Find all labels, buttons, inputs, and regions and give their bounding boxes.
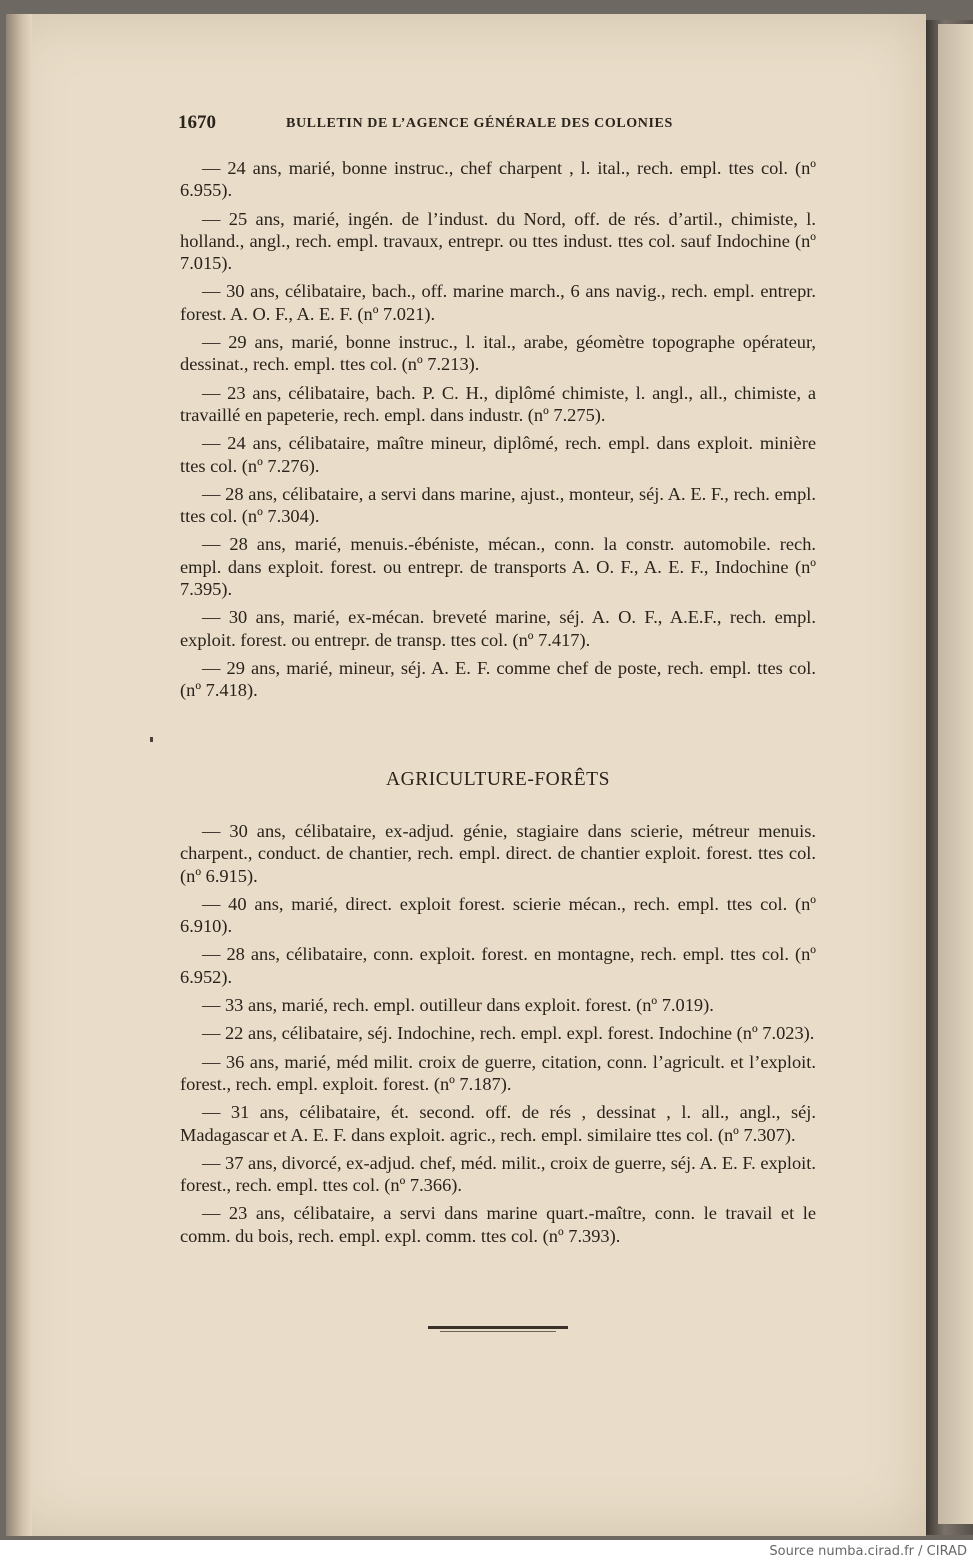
listing-entry: — 24 ans, célibataire, maître mineur, diplômé, rech. empl. dans exploit. minière ttes col. (nº 7.276).: [180, 433, 816, 476]
listing-entry: — 23 ans, célibataire, bach. P. C. H., diplômé chimiste, l. angl., all., chimiste, a travaillé en papeterie, rech. empl. dans industr. (nº 7.275).: [180, 382, 816, 425]
running-head: BULLETIN DE L’AGENCE GÉNÉRALE DES COLONIES: [286, 116, 673, 131]
listing-entry: — 29 ans, marié, mineur, séj. A. E. F. comme chef de poste, rech. empl. ttes col. (nº 7.418).: [180, 657, 816, 701]
listing-entry: — 28 ans, marié, menuis.-ébéniste, mécan., conn. la constr. automobile. rech. empl. dans exploit. forest. ou entrepr. de transports A. O. F., A. E. F., Indochine (nº 7.395).: [180, 534, 816, 600]
page-number: 1670: [178, 112, 216, 133]
listing-entry: — 36 ans, marié, méd milit. croix de guerre, citation, conn. l’agricult. et l’exploit. forest., rech. empl. exploit. forest. (nº 7.187).: [180, 1051, 816, 1094]
listing-entry: — 33 ans, marié, rech. empl. outilleur dans exploit. forest. (nº 7.019).: [202, 995, 714, 1016]
agriculture-listings: [180, 820, 816, 1253]
source-credit: Source numba.cirad.fr / CIRAD: [769, 1544, 967, 1559]
listing-entry: — 25 ans, marié, ingén. de l’indust. du Nord, off. de rés. d’artil., chimiste, l. holland., angl., rech. empl. travaux, entrepr. ou ttes indust. ttes col. sauf Indochine (nº 7.015).: [180, 208, 816, 274]
listing-entry: — 24 ans, marié, bonne instruc., chef charpent , l. ital., rech. empl. ttes col. (nº 6.955).: [180, 158, 816, 201]
section-title: AGRICULTURE-FORÊTS: [386, 769, 610, 790]
page-gutter: [6, 14, 32, 1536]
listing-entry: — 31 ans, célibataire, ét. second. off. de rés , dessinat , l. all., angl., séj. Madagascar et A. E. F. dans exploit. agric., rech. empl. similaire ttes col. (nº 7.307).: [180, 1102, 816, 1145]
listing-entry: — 28 ans, célibataire, a servi dans marine, ajust., monteur, séj. A. E. F., rech. empl. ttes col. (nº 7.304).: [180, 483, 816, 527]
listing-entry: — 37 ans, divorcé, ex-adjud. chef, méd. milit., croix de guerre, séj. A. E. F. exploit. forest., rech. empl. ttes col. (nº 7.366).: [180, 1152, 816, 1196]
listing-entry: — 40 ans, marié, direct. exploit forest. scierie mécan., rech. empl. ttes col. (nº 6.910).: [180, 893, 816, 937]
listing-entry: — 28 ans, célibataire, conn. exploit. forest. en montagne, rech. empl. ttes col. (nº 6.952).: [180, 944, 816, 987]
listing-entry: — 22 ans, célibataire, séj. Indochine, rech. empl. expl. forest. Indochine (nº 7.023).: [202, 1023, 815, 1044]
industry-listings: [180, 157, 816, 708]
listing-entry: — 30 ans, marié, ex-mécan. breveté marine, séj. A. O. F., A.E.F., rech. empl. exploit. forest. ou entrepr. de transp. ttes col. (nº 7.417).: [180, 607, 816, 650]
print-speck: [150, 737, 153, 742]
listing-entry: — 29 ans, marié, bonne instruc., l. ital., arabe, géomètre topographe opérateur, dessinat., rech. empl. ttes col. (nº 7.213).: [180, 332, 816, 375]
listing-entry: — 30 ans, célibataire, ex-adjud. génie, stagiaire dans scierie, métreur menuis. charpent., conduct. de chantier, rech. empl. direct. de chantier exploit. forest. ttes col. (nº 6.915).: [180, 821, 816, 886]
end-rule: [428, 1326, 568, 1329]
listing-entry: — 23 ans, célibataire, a servi dans marine quart.-maître, conn. le travail et le comm. du bois, rech. empl. expl. comm. ttes col. (nº 7.393).: [180, 1203, 816, 1246]
listing-entry: — 30 ans, célibataire, bach., off. marine march., 6 ans navig., rech. empl. entrepr. forest. A. O. F., A. E. F. (nº 7.021).: [180, 281, 816, 324]
end-rule-thin: [440, 1331, 556, 1332]
facing-page-edge: [938, 24, 973, 1524]
